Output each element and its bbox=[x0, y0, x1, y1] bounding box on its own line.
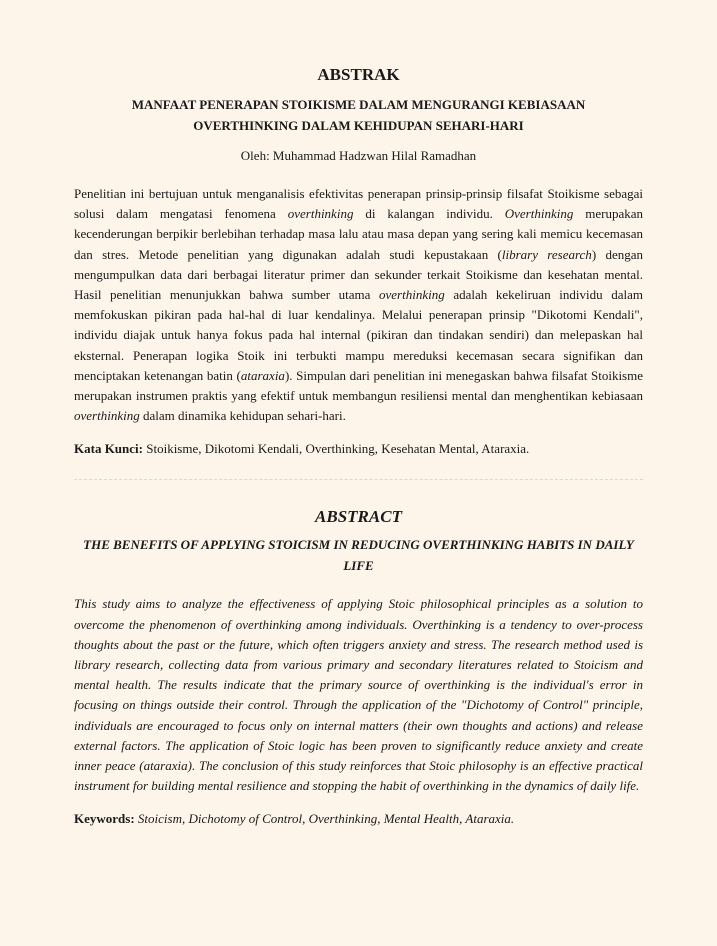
body-text-run: di kalangan individu. bbox=[353, 206, 505, 222]
abstrak-body bbox=[74, 164, 643, 426]
abstrak-subtitle bbox=[74, 85, 643, 136]
italic-term: overthinking bbox=[74, 408, 140, 424]
keywords bbox=[74, 796, 643, 827]
abstrak-subtitle-line1: MANFAAT PENERAPAN STOIKISME DALAM MENGURANGI KEBIASAAN bbox=[131, 97, 586, 112]
italic-term: overthinking bbox=[379, 287, 445, 303]
author-line: Oleh: Muhammad Hadzwan Hilal Ramadhan bbox=[240, 148, 477, 163]
abstrak-title: ABSTRAK bbox=[317, 65, 400, 84]
keywords-values: Stoicism, Dichotomy of Control, Overthinking, Mental Health, Ataraxia. bbox=[134, 811, 515, 827]
abstract-subtitle-line2: LIFE bbox=[343, 558, 374, 574]
kata-kunci bbox=[74, 426, 643, 457]
italic-term: overthinking bbox=[287, 206, 354, 222]
body-text-run: ). Simpulan dari penelitian ini menegaskan bahwa filsafat Stoikisme merupakan instrumen praktis yang efektif untuk membangun resiliensi mental dan menghentikan kebiasaan bbox=[74, 367, 643, 404]
abstract-body: This study aims to analyze the effectiveness of applying Stoic philosophical principles as a solution to overcome the phenomenon of overthinking among individuals. Overthinking is a tendency to over-process thoughts about the past or the future, which often triggers anxiety and stress. The research method used is library research, collecting data from various primary and secondary literatures related to Stoicism and mental health. The results indicate that the primary source of overthinking is the individual's error in focusing on things outside their control. Through the application of the "Dichotomy of Control" principle, individuals are encouraged to focus only on internal matters (their own thoughts and actions) and release external factors. The application of Stoic logic has been proven to significantly reduce anxiety and create inner peace (ataraxia). The conclusion of this study reinforces that Stoic philosophy is an effective practical instrument for building mental resilience and stopping the habit of overthinking in the dynamics of daily life. bbox=[74, 596, 643, 794]
abstract-subtitle-line1: THE BENEFITS OF APPLYING STOICISM IN REDUCING OVERTHINKING HABITS IN DAILY bbox=[83, 537, 634, 553]
body-text-run: merupakan kecenderungan berpikir berlebihan terhadap masa lalu atau masa depan yang sering kali memicu kecemasan dan stres. Metode penelitian yang digunakan adalah studi kepustakaan ( bbox=[74, 206, 643, 262]
body-text-run: Penelitian ini bertujuan untuk menganalisis efektivitas penerapan prinsip-prinsip filsafat Stoikisme sebagai solusi dalam mengatasi fenomena bbox=[74, 186, 643, 222]
abstract-title: ABSTRACT bbox=[315, 507, 402, 527]
italic-term: Overthinking bbox=[504, 206, 574, 222]
body-text-run: adalah kekeliruan individu dalam memfokuskan pikiran pada hal-hal di luar kendalinya. Melalui penerapan prinsip "Dikotomi Kendali", individu diajak untuk hanya fokus pada hal internal (pikiran dan tindakan sendiri) dan melepaskan hal eksternal. Penerapan logika Stoik ini terbukti mampu mereduksi kecemasan secara signifikan dan menciptakan ketenangan batin ( bbox=[74, 287, 643, 383]
abstrak-subtitle-line2: OVERTHINKING DALAM KEHIDUPAN SEHARI-HARI bbox=[193, 118, 524, 133]
body-text-run: dalam dinamika kehidupan sehari-hari. bbox=[139, 408, 346, 424]
kata-kunci-values: Stoikisme, Dikotomi Kendali, Overthinking, Kesehatan Mental, Ataraxia. bbox=[142, 441, 530, 457]
italic-term: library research bbox=[501, 246, 592, 262]
italic-term: ataraxia bbox=[240, 367, 285, 383]
keywords-label: Keywords: bbox=[74, 811, 135, 827]
kata-kunci-label: Kata Kunci: bbox=[74, 441, 143, 457]
body-text-run: ) dengan mengumpulkan data dari berbagai literatur primer dan sekunder terkait Stoikisme dan kesehatan mental. Hasil penelitian menunjukkan bahwa sumber utama bbox=[74, 246, 643, 303]
abstract-subtitle bbox=[74, 527, 643, 576]
